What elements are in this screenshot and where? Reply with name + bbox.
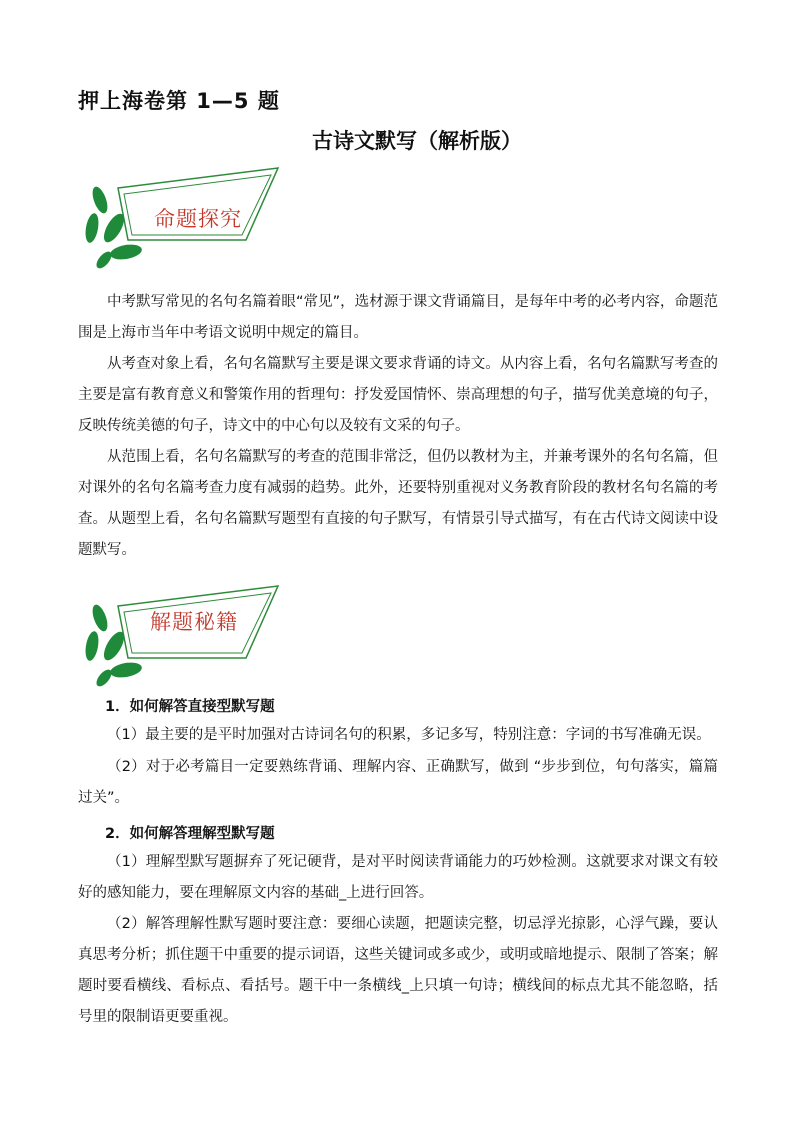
paragraph: 从考查对象上看，名句名篇默写主要是课文要求背诵的诗文。从内容上看，名句名篇默写考查的主要是富有教育意义和警策作用的哲理句：抒发爱国情怀、崇高理想的句子，描写优美意境的句子，反映传统美德的句子，诗文中的中心句以及较有文采的句子。 [78,356,718,434]
section-banner-jieti [78,578,308,688]
list-item: （1）最主要的是平时加强对古诗词名句的积累，多记多写，特别注意：字词的书写准确无误。 [107,727,711,743]
section-heading: 1．如何解答直接型默写题 [105,699,275,715]
paragraph: 中考默写常见的名句名篇着眼“常见”，选材源于课文背诵篇目，是每年中考的必考内容，命题范围是上海市当年中考语文说明中规定的篇目。 [78,294,718,341]
paragraph: 从范围上看，名句名篇默写的考查的范围非常泛，但仍以教材为主，并兼考课外的名句名篇，但对课外的名句名篇考查力度有减弱的趋势。此外，还要特别重视对义务教育阶段的教材名句名篇的考查。 [78,449,718,527]
list-item: （1）理解型默写题摒弃了死记硬背，是对平时阅读背诵能力的巧妙检测。这就要求对课文有较好的感知能力，要在理解原文内容的基础_上进行回答。 [78,854,718,901]
banner-label: 命题探究 [154,207,242,231]
banner-label: 解题秘籍 [150,610,238,634]
section-heading: 2．如何解答理解型默写题 [105,826,275,842]
section-banner-mingti [78,160,308,270]
list-item: （2）对于必考篇目一定要熟练背诵、理解内容、正确默写，做到 “步步到位，句句落实，篇篇过关”。 [78,759,718,806]
top-title: 押上海卷第 1—5 题 [78,89,280,113]
paragraph: 从题型上看，名句名篇默写题型有直接的句子默写，有情景引导式描写，有在古代诗文阅读中设题默写。 [78,511,718,558]
page-title: 古诗文默写（解析版） [312,129,522,153]
list-item: （2）解答理解性默写题时要注意：要细心读题，把题读完整，切忌浮光掠影，心浮气躁，要认真思考分析；抓住题干中重要的提示词语，这些关键词或多或少，或明或暗地提示、限制了答案；解题时要看横线、看标点、看括号。题干中一条横线_上只填一句诗；横线间的标点尤其不能忽略，括号里的限制语更要重视。 [78,916,718,1025]
